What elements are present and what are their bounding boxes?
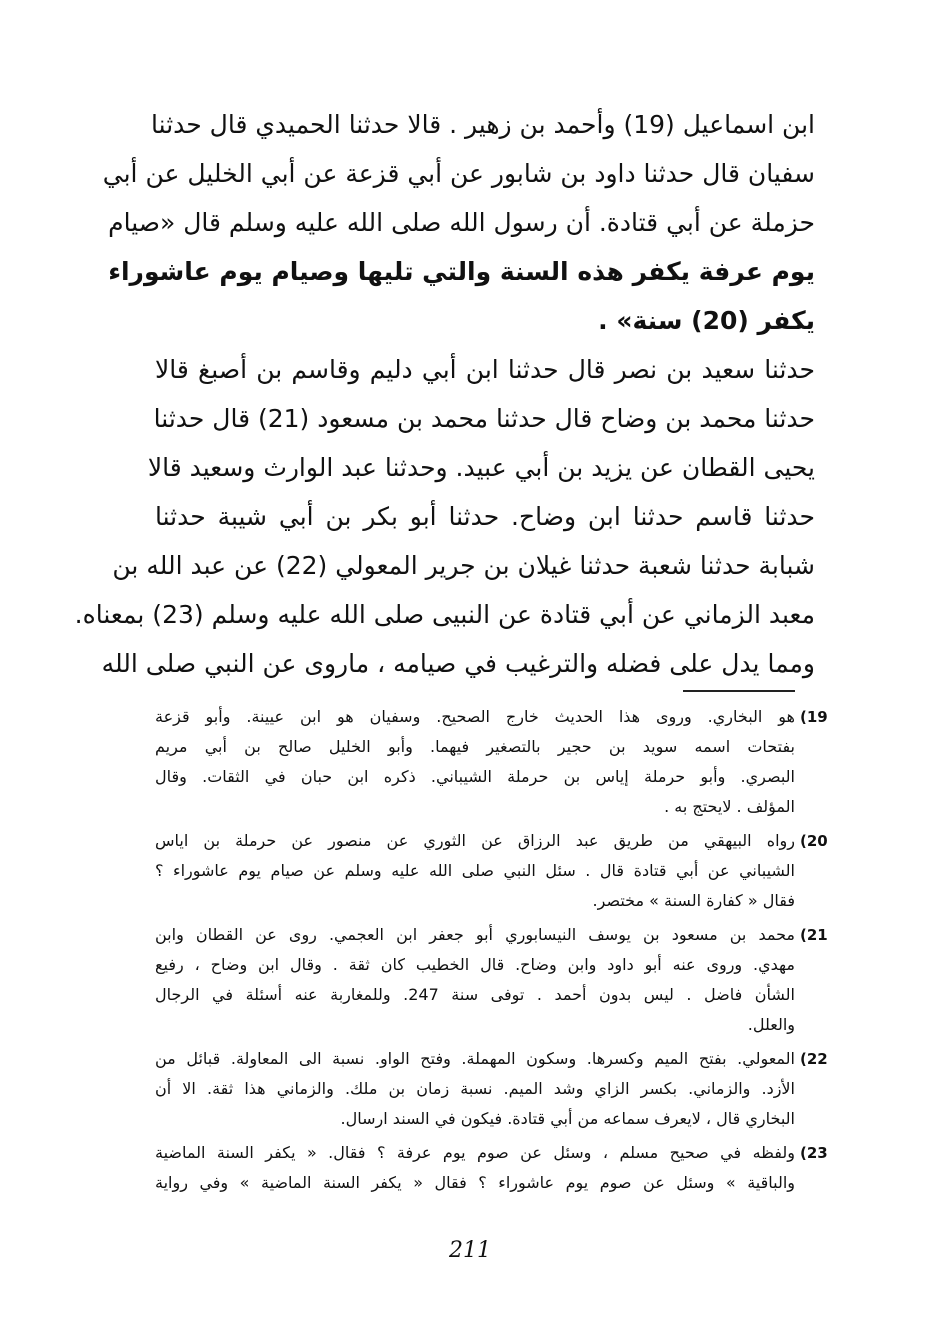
body-line: معبد الزماني عن أبي قتادة عن النبيى صلى الله عليه وسلم (23) بمعناه. bbox=[74, 600, 815, 629]
footnote-line: الأزد. والزماني. بكسر الزاي وشد الميم. نسبة زمان بن ملك. والزماني هذا ثقة. الا أن bbox=[155, 1079, 795, 1098]
footnote-line: البخاري قال ، لايعرف سماعه من أبي قتادة. فيكون في السند ارسال. bbox=[340, 1109, 795, 1128]
footnote-line: والباقية » وسئل عن صوم يوم عاشوراء ؟ فقال « يكفر السنة الماضية » وفي رواية bbox=[155, 1173, 795, 1192]
body-line: حزملة عن أبي قتادة. أن رسول الله صلى الله عليه وسلم قال «صيام bbox=[108, 208, 815, 237]
footnote-line: هو البخاري. وروى هذا الحديث خارج الصحيح. وسفيان هو ابن عيينة. وأبو قزعة bbox=[155, 707, 795, 726]
footnote-line: الشيباني عن أبي قتادة قال . سئل النبي صلى الله عليه وسلم عن صيام يوم عاشوراء ؟ bbox=[155, 861, 795, 880]
footnote-number: (22 bbox=[800, 1050, 828, 1068]
footnote-number: (19 bbox=[800, 708, 828, 726]
footnote-line: مهدي. وروى عنه أبو داود وابن وضاح. قال الخطيب كان ثقة . وقال ابن وضاح ، رفيع bbox=[155, 955, 795, 974]
footnotes bbox=[155, 702, 828, 1202]
body-line: حدثنا محمد بن وضاح قال حدثنا محمد بن مسعود (21) قال حدثنا bbox=[153, 404, 815, 433]
footnote bbox=[155, 826, 828, 916]
footnote-number: (20 bbox=[800, 832, 828, 850]
hadith-quote-line: يوم عرفة يكفر هذه السنة والتي تليها وصيام يوم عاشوراء bbox=[108, 257, 815, 286]
footnote-line: محمد بن مسعود بن يوسف النيسابوري أبو جعفر ابن العجمي. روى عن القطان وابن bbox=[155, 925, 795, 944]
footnote-divider bbox=[683, 690, 795, 692]
footnote bbox=[155, 702, 828, 822]
page-number: 211 bbox=[449, 1238, 491, 1263]
main-text bbox=[74, 100, 815, 688]
body-line: حدثنا سعيد بن نصر قال حدثنا ابن أبي دليم وقاسم بن أصبغ قالا bbox=[155, 355, 815, 384]
footnote-line: بفتحات اسمه سويد بن حجير بالتصغير فيهما. وأبو الخليل صالح بن أبي مريم bbox=[155, 737, 795, 756]
footnote-number: (23 bbox=[800, 1144, 828, 1162]
footnote-line: المعولي. بفتح الميم وكسرها. وسكون المهملة. وفتح الواو. نسبة الى المعاولة. قبائل من bbox=[155, 1049, 795, 1068]
hadith-quote-line: يكفر (20) سنة» . bbox=[598, 306, 815, 335]
body-line: ومما يدل على فضله والترغيب في صيامه ، ماروى عن النبي صلى الله bbox=[101, 649, 815, 678]
footnote bbox=[155, 1044, 828, 1134]
footnote bbox=[155, 920, 828, 1040]
footnote-line: المؤلف . لايحتج به . bbox=[664, 797, 795, 816]
footnote-line: الشأن فاضل . ليس بدون أحمد . توفى سنة 247. وللمغاربة عنه أسئلة في الرجال bbox=[155, 985, 795, 1004]
body-line: سفيان قال حدثنا داود بن شابور عن أبي قزعة عن أبي الخليل عن أبي bbox=[102, 159, 815, 188]
body-line: يحيى القطان عن يزيد بن أبي عبيد. وحدثنا عبد الوارث وسعيد قالا bbox=[147, 453, 815, 482]
footnote-line: البصري. وأبو حرملة إياس بن حرملة الشيباني. ذكره ابن حبان في الثقات. وقال bbox=[155, 767, 795, 786]
body-line: حدثنا قاسم حدثنا ابن وضاح. حدثنا أبو بكر بن أبي شيبة حدثنا bbox=[155, 502, 815, 531]
body-line: ابن اسماعيل (19) وأحمد بن زهير . قالا حدثنا الحميدي قال حدثنا bbox=[151, 110, 815, 139]
footnote-line: ولفظه في صحيح مسلم ، وسئل عن صوم يوم عرفة ؟ فقال. « يكفر السنة الماضية bbox=[155, 1143, 795, 1162]
footnote-line: رواه البيهقي من طريق عبد الرزاق عن الثوري عن منصور عن حرملة بن اياس bbox=[155, 831, 795, 850]
footnote-line: فقال « كفارة السنة » مختصر. bbox=[592, 891, 795, 910]
footnote bbox=[155, 1138, 828, 1198]
footnote-number: (21 bbox=[800, 926, 828, 944]
body-line: شبابة حدثنا شعبة حدثنا غيلان بن جرير المعولي (22) عن عبد الله بن bbox=[112, 551, 815, 580]
footnote-line: والعلل. bbox=[747, 1015, 795, 1034]
